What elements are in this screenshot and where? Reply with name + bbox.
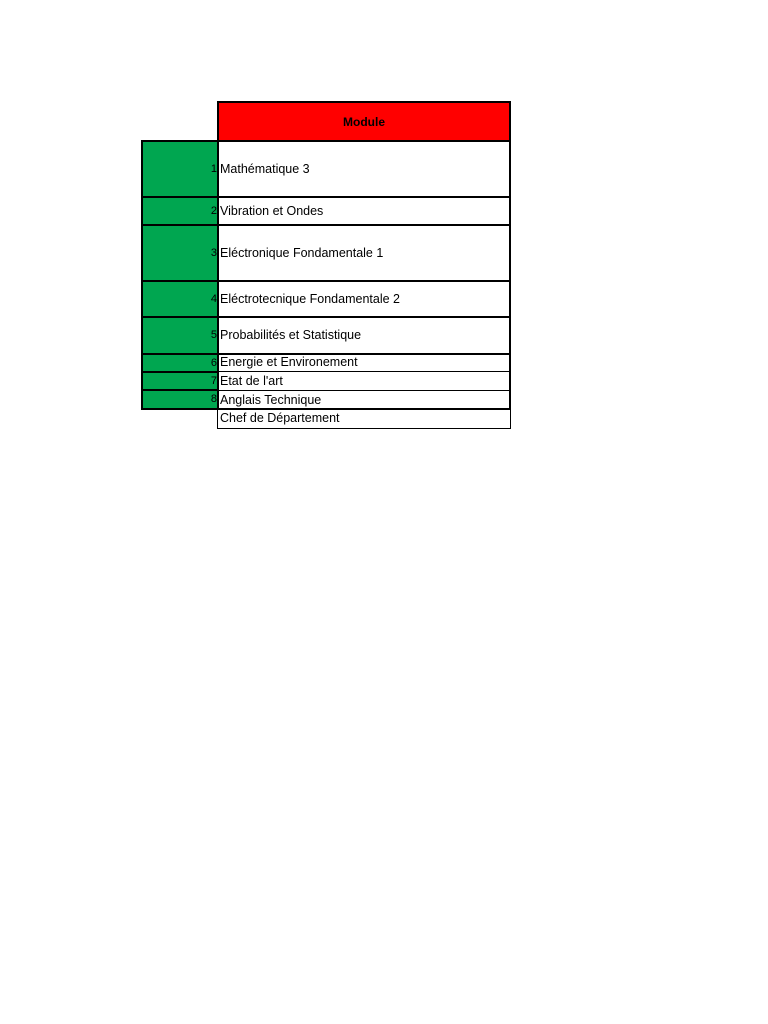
- row-number-cell[interactable]: 1: [141, 140, 219, 198]
- row-number-cell[interactable]: 8: [141, 389, 219, 410]
- module-name-cell[interactable]: Etat de l'art: [217, 371, 511, 391]
- row-number-cell[interactable]: 6: [141, 353, 219, 373]
- row-number-cell[interactable]: 4: [141, 280, 219, 318]
- module-name-cell[interactable]: Mathématique 3: [217, 140, 511, 198]
- row-number-cell[interactable]: 3: [141, 224, 219, 282]
- row-number-cell[interactable]: 5: [141, 316, 219, 355]
- row-number-cell[interactable]: 7: [141, 371, 219, 391]
- row-number-cell[interactable]: 2: [141, 196, 219, 226]
- module-name-cell[interactable]: Eléctrotecnique Fondamentale 2: [217, 280, 511, 318]
- module-name-cell[interactable]: Vibration et Ondes: [217, 196, 511, 226]
- chef-de-departement-cell[interactable]: Chef de Département: [217, 408, 511, 429]
- module-header-cell[interactable]: Module: [217, 101, 511, 142]
- module-name-cell[interactable]: Energie et Environement: [217, 353, 511, 372]
- module-name-cell[interactable]: Anglais Technique: [217, 390, 511, 410]
- module-name-cell[interactable]: Probabilités et Statistique: [217, 316, 511, 355]
- module-name-cell[interactable]: Eléctronique Fondamentale 1: [217, 224, 511, 282]
